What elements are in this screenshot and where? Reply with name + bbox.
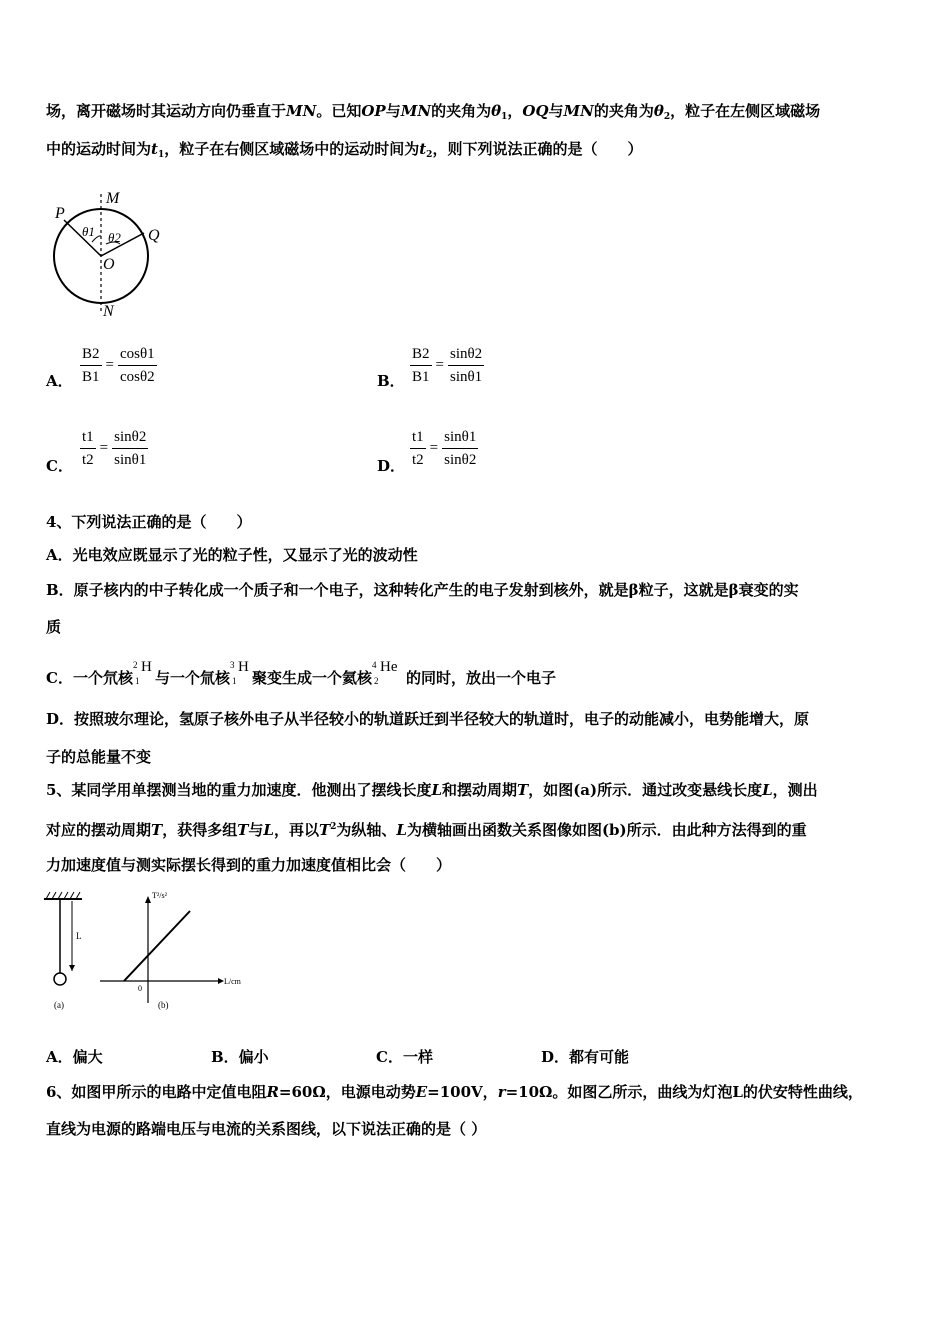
q3-option-b-label: B． [377,372,405,390]
q3-option-b-formula[interactable]: $\frac{B2}{B1}$ = $\frac{\sin\theta 2}{\sin\theta 1}$ [412,346,483,385]
q3-option-d-formula[interactable]: $\frac{t1}{t2}$ = $\frac{\sin\theta 1}{\sin\theta 2}$ [412,429,477,468]
label-Q: Q [148,227,160,244]
q5-option-b[interactable]: B．偏小 [211,1048,269,1066]
q5-line-3: 力加速度值与测实际摆长得到的重力加速度值相比会（ ） [46,856,452,874]
magnetic-field-circle-figure [40,180,180,322]
label-O: O [103,256,115,273]
q6-line-1: 6、如图甲所示的电路中定值电阻R=60Ω，电源电动势E=100V，r=10Ω。如图乙所示，曲线为灯泡L的伏安特性曲线， [46,1083,863,1101]
q5-line-1: 5、某同学用单摆测当地的重力加速度．他测出了摆线长度L和摆动周期T，如图(a)所示．通过改变悬线长度L，测出 [46,781,818,799]
svg-text:(b): (b) [158,1000,169,1010]
pendulum-figure [40,885,250,1015]
deuterium-symbol: 2 1 H [132,659,152,686]
q5-option-a[interactable]: A．偏大 [46,1048,103,1066]
q4-option-d-line-2[interactable]: 子的总能量不变 [46,748,152,766]
label-N: N [103,303,114,320]
q3-option-a-label: A． [46,372,73,390]
q4-option-a[interactable]: A．光电效应既显示了光的粒子性，又显示了光的波动性 [46,546,418,564]
svg-text:0: 0 [138,984,142,993]
q3-option-d-label: D． [377,457,406,475]
pendulum-bob [54,973,66,985]
q3-option-a-formula[interactable]: $\frac{B2}{B1}$ = $\frac{\cos\theta 1}{\cos\theta 2}$ [82,346,155,385]
q6-line-2: 直线为电源的路端电压与电流的关系图线，以下说法正确的是（ ） [46,1120,487,1138]
label-theta1: θ1 [82,224,95,239]
q4-option-c[interactable]: C．一个氘核 2 1 H 与一个氚核 3 1 H 聚变生成一个氦核 4 2 He 的同时，放出一个电子 [46,659,556,687]
q5-option-c[interactable]: C．一样 [376,1048,433,1066]
graph-line [124,911,190,981]
q4-option-d-line-1[interactable]: D．按照玻尔理论，氢原子核外电子从半径较小的轨道跃迁到半径较大的轨道时，电子的动能减小，电势能增大，原 [46,710,810,728]
svg-text:L: L [76,931,82,941]
svg-text:(a): (a) [54,1000,64,1010]
svg-text:L/cm: L/cm [224,977,241,986]
q3-line-1: 场，离开磁场时其运动方向仍垂直于MN。已知OP与MN的夹角为$\theta_1$，OQ与MN的夹角为$\theta_2$，粒子在左侧区域磁场 [46,102,821,122]
q4-option-b-line-2[interactable]: 质 [46,618,62,636]
q5-line-2: 对应的摆动周期T，获得多组T与L，再以$T^2$为纵轴、L为横轴画出函数关系图像如图(b)所示．由此种方法得到的重 [46,821,807,839]
label-P: P [55,205,65,222]
q3-line-2: 中的运动时间为$t_1$，粒子在右侧区域磁场中的运动时间为$t_2$，则下列说法正确的是（ ） [46,140,643,160]
q3-option-c-label: C． [46,457,73,475]
tritium-symbol: 3 1 H [229,659,249,686]
q5-option-d[interactable]: D．都有可能 [541,1048,630,1066]
label-M: M [106,190,120,207]
q3-option-c-formula[interactable]: $\frac{t1}{t2}$ = $\frac{\sin\theta 2}{\sin\theta 1}$ [82,429,147,468]
label-theta2: θ2 [108,230,121,245]
q4-option-b-line-1[interactable]: B．原子核内的中子转化成一个质子和一个电子，这种转化产生的电子发射到核外，就是β粒子，这就是β衰变的实 [46,581,799,599]
svg-text:T²/s²: T²/s² [152,891,168,900]
q4-stem: 4、下列说法正确的是（ ） [46,513,252,531]
helium-symbol: 4 2 He [371,659,398,686]
